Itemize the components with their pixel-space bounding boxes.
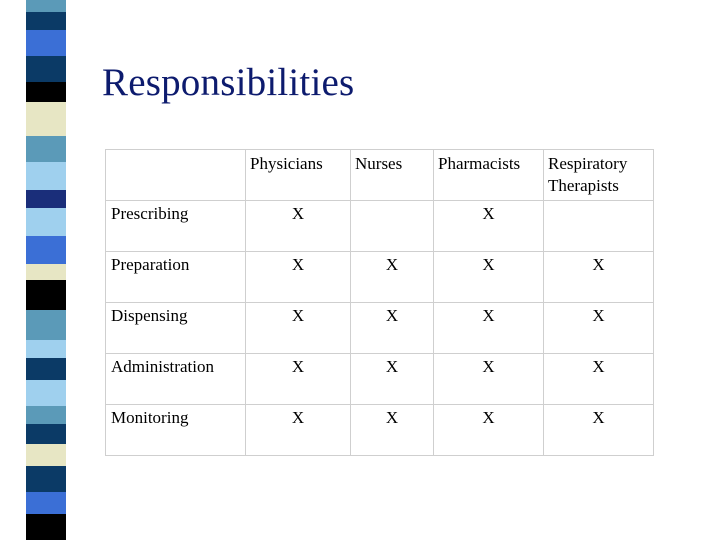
cell-mark: X [246,252,351,303]
row-label-administration: Administration [106,354,246,405]
cell-mark: X [434,303,544,354]
corner-cell [106,150,246,201]
stripe [26,190,66,208]
cell-mark: X [434,354,544,405]
row-label-preparation: Preparation [106,252,246,303]
stripe [26,136,66,162]
table-row [106,405,654,456]
cell-mark: X [351,354,434,405]
cell-mark: X [434,405,544,456]
stripe [26,82,66,102]
stripe [26,56,66,82]
cell-mark: X [434,201,544,252]
stripe [26,444,66,466]
row-label-dispensing: Dispensing [106,303,246,354]
row-label-prescribing: Prescribing [106,201,246,252]
stripe [26,30,66,56]
row-label-monitoring: Monitoring [106,405,246,456]
stripe [26,380,66,406]
table-header-row [106,150,654,201]
stripe [26,12,66,30]
cell-mark: X [351,303,434,354]
cell-mark: X [434,252,544,303]
cell-mark: X [246,201,351,252]
table-row [106,201,654,252]
cell-mark: X [544,252,654,303]
cell-mark: X [246,405,351,456]
cell-mark: X [351,405,434,456]
cell-mark: X [351,252,434,303]
stripe [26,406,66,424]
decorative-stripe-bar [26,0,66,540]
cell-mark: X [246,303,351,354]
table-row [106,252,654,303]
responsibilities-table [105,149,654,456]
stripe [26,358,66,380]
stripe [26,340,66,358]
slide-title: Responsibilities [102,61,355,104]
stripe [26,0,66,12]
stripe [26,236,66,264]
stripe [26,466,66,492]
stripe [26,310,66,340]
stripe [26,264,66,280]
stripe [26,102,66,136]
stripe [26,162,66,190]
column-header-pharmacists: Pharmacists [434,150,544,201]
cell-mark [544,201,654,252]
cell-mark: X [544,405,654,456]
cell-mark: X [246,354,351,405]
column-header-nurses: Nurses [351,150,434,201]
table-row [106,303,654,354]
cell-mark: X [544,303,654,354]
cell-mark: X [544,354,654,405]
column-header-physicians: Physicians [246,150,351,201]
cell-mark [351,201,434,252]
stripe [26,424,66,444]
column-header-respiratory-therapists: Respiratory Therapists [544,150,654,201]
stripe [26,514,66,540]
stripe [26,492,66,514]
table-row [106,354,654,405]
stripe [26,208,66,236]
stripe [26,280,66,310]
